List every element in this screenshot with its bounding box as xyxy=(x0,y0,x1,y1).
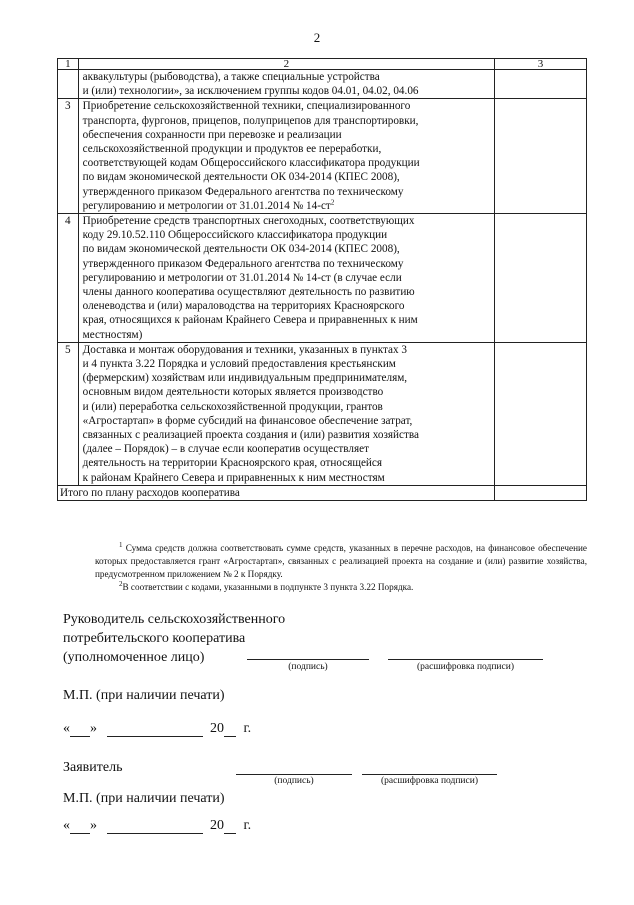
header-cell-1: 1 xyxy=(58,59,79,70)
expense-table xyxy=(57,58,587,501)
date-line-2: « » 20 г. xyxy=(63,818,252,833)
row-description: Доставка и монтаж оборудования и техники, указанных в пунктах 3 и 4 пункта 3.22 Порядка и условий предоставления крестьянским (фермерским) хозяйствам или индивидуальным предпринимателям, основным видом деятельности которых является производство и (или) переработка сельскохозяйственной продукции, грантов «Агростартап» в форме субсидий на финансовое обеспечение затрат, связанных с реализацией проекта создания и (или) развития хозяйства (далее – Порядок) – в случае если кооператив осуществляет деятельность на территории Красноярского края, относящейся к районам Крайнего Севера и приравненных к ним местностям xyxy=(78,342,494,485)
seal-note-2: М.П. (при наличии печати) xyxy=(63,791,225,806)
applicant-decode-caption: (расшифровка подписи) xyxy=(381,776,478,786)
page-number: 2 xyxy=(313,30,321,45)
row-amount xyxy=(495,70,587,99)
total-row xyxy=(58,485,587,500)
footnotes xyxy=(95,542,587,594)
row-amount xyxy=(495,99,587,214)
row-number: 4 xyxy=(58,214,79,343)
row-description: Приобретение сельскохозяйственной техники, специализированного транспорта, фургонов, прицепов, полуприцепов для транспортировки, обеспечения сохранности при перевозке и реализации сельскохозяйственной продукции и продуктов ее переработки, соответствующей кодам Общероссийского классификатора продукции по видам экономической деятельности ОК 034-2014 (КПЕС 2008), утвержденного приказом Федерального агентства по техническому регулированию и метрологии от 31.01.2014 № $14-ст^2$ xyxy=(78,99,494,214)
head-sign-caption: (подпись) xyxy=(288,662,328,672)
applicant-decode-line xyxy=(362,774,497,775)
footnote-2: $^2$В соответствии с кодами, указанными в подпункте 3 пункта 3.22 Порядка. xyxy=(119,579,414,592)
row-number: 5 xyxy=(58,342,79,485)
head-decode-caption: (расшифровка подписи) xyxy=(417,662,514,672)
head-title: Руководитель сельскохозяйственного потребительского кооператива (уполномоченное лицо) xyxy=(63,612,286,665)
seal-note-1: М.П. (при наличии печати) xyxy=(63,688,225,703)
footnote-ref: 2 xyxy=(330,198,335,207)
row-description: Приобретение средств транспортных снегоходных, соответствующих коду 29.10.52.110 Общероссийского классификатора продукции по видам экономической деятельности ОК 034-2014 (КПЕС 2008), утвержденного приказом Федерального агентства по техническому регулированию и метрологии от 31.01.2014 № 14-ст (в случае если члены данного кооператива осуществляют деятельность по развитию оленеводства и (или) мараловодства на территориях Красноярского края, относящихся к районам Крайнего Севера и приравненных к ним местностям) xyxy=(78,214,494,343)
applicant-signature-line xyxy=(236,774,352,775)
applicant-label: Заявитель xyxy=(63,760,123,775)
total-label: Итого по плану расходов кооператива xyxy=(58,485,495,500)
table-row xyxy=(58,214,587,343)
total-value xyxy=(495,485,587,500)
header-cell-2: 2 xyxy=(78,59,494,70)
row-description: аквакультуры (рыбоводства), а также специальные устройства и (или) технологии», за исключением группы кодов 04.01, 04.02, 04.06 xyxy=(78,70,494,99)
table-row xyxy=(58,70,587,99)
head-decode-line xyxy=(388,659,543,660)
footnote-1: $^1$ Сумма средств должна соответствовать сумме средств, указанных в перечне расходов, на финансовое обеспечение которых предоставляется грант «Агростартап», связанных с реализацией проекта на создание и (или) развитие хозяйства, предусмотренном приложением № 2 к Порядку. xyxy=(95,540,587,579)
row-amount xyxy=(495,214,587,343)
table-row xyxy=(58,342,587,485)
row-number: 3 xyxy=(58,99,79,214)
table-row xyxy=(58,99,587,214)
table-header-row xyxy=(58,59,587,70)
row-amount xyxy=(495,342,587,485)
header-cell-3: 3 xyxy=(495,59,587,70)
head-signature-line xyxy=(247,659,369,660)
date-line-1: « » 20 г. xyxy=(63,721,252,736)
row-number xyxy=(58,70,79,99)
applicant-sign-caption: (подпись) xyxy=(274,776,314,786)
